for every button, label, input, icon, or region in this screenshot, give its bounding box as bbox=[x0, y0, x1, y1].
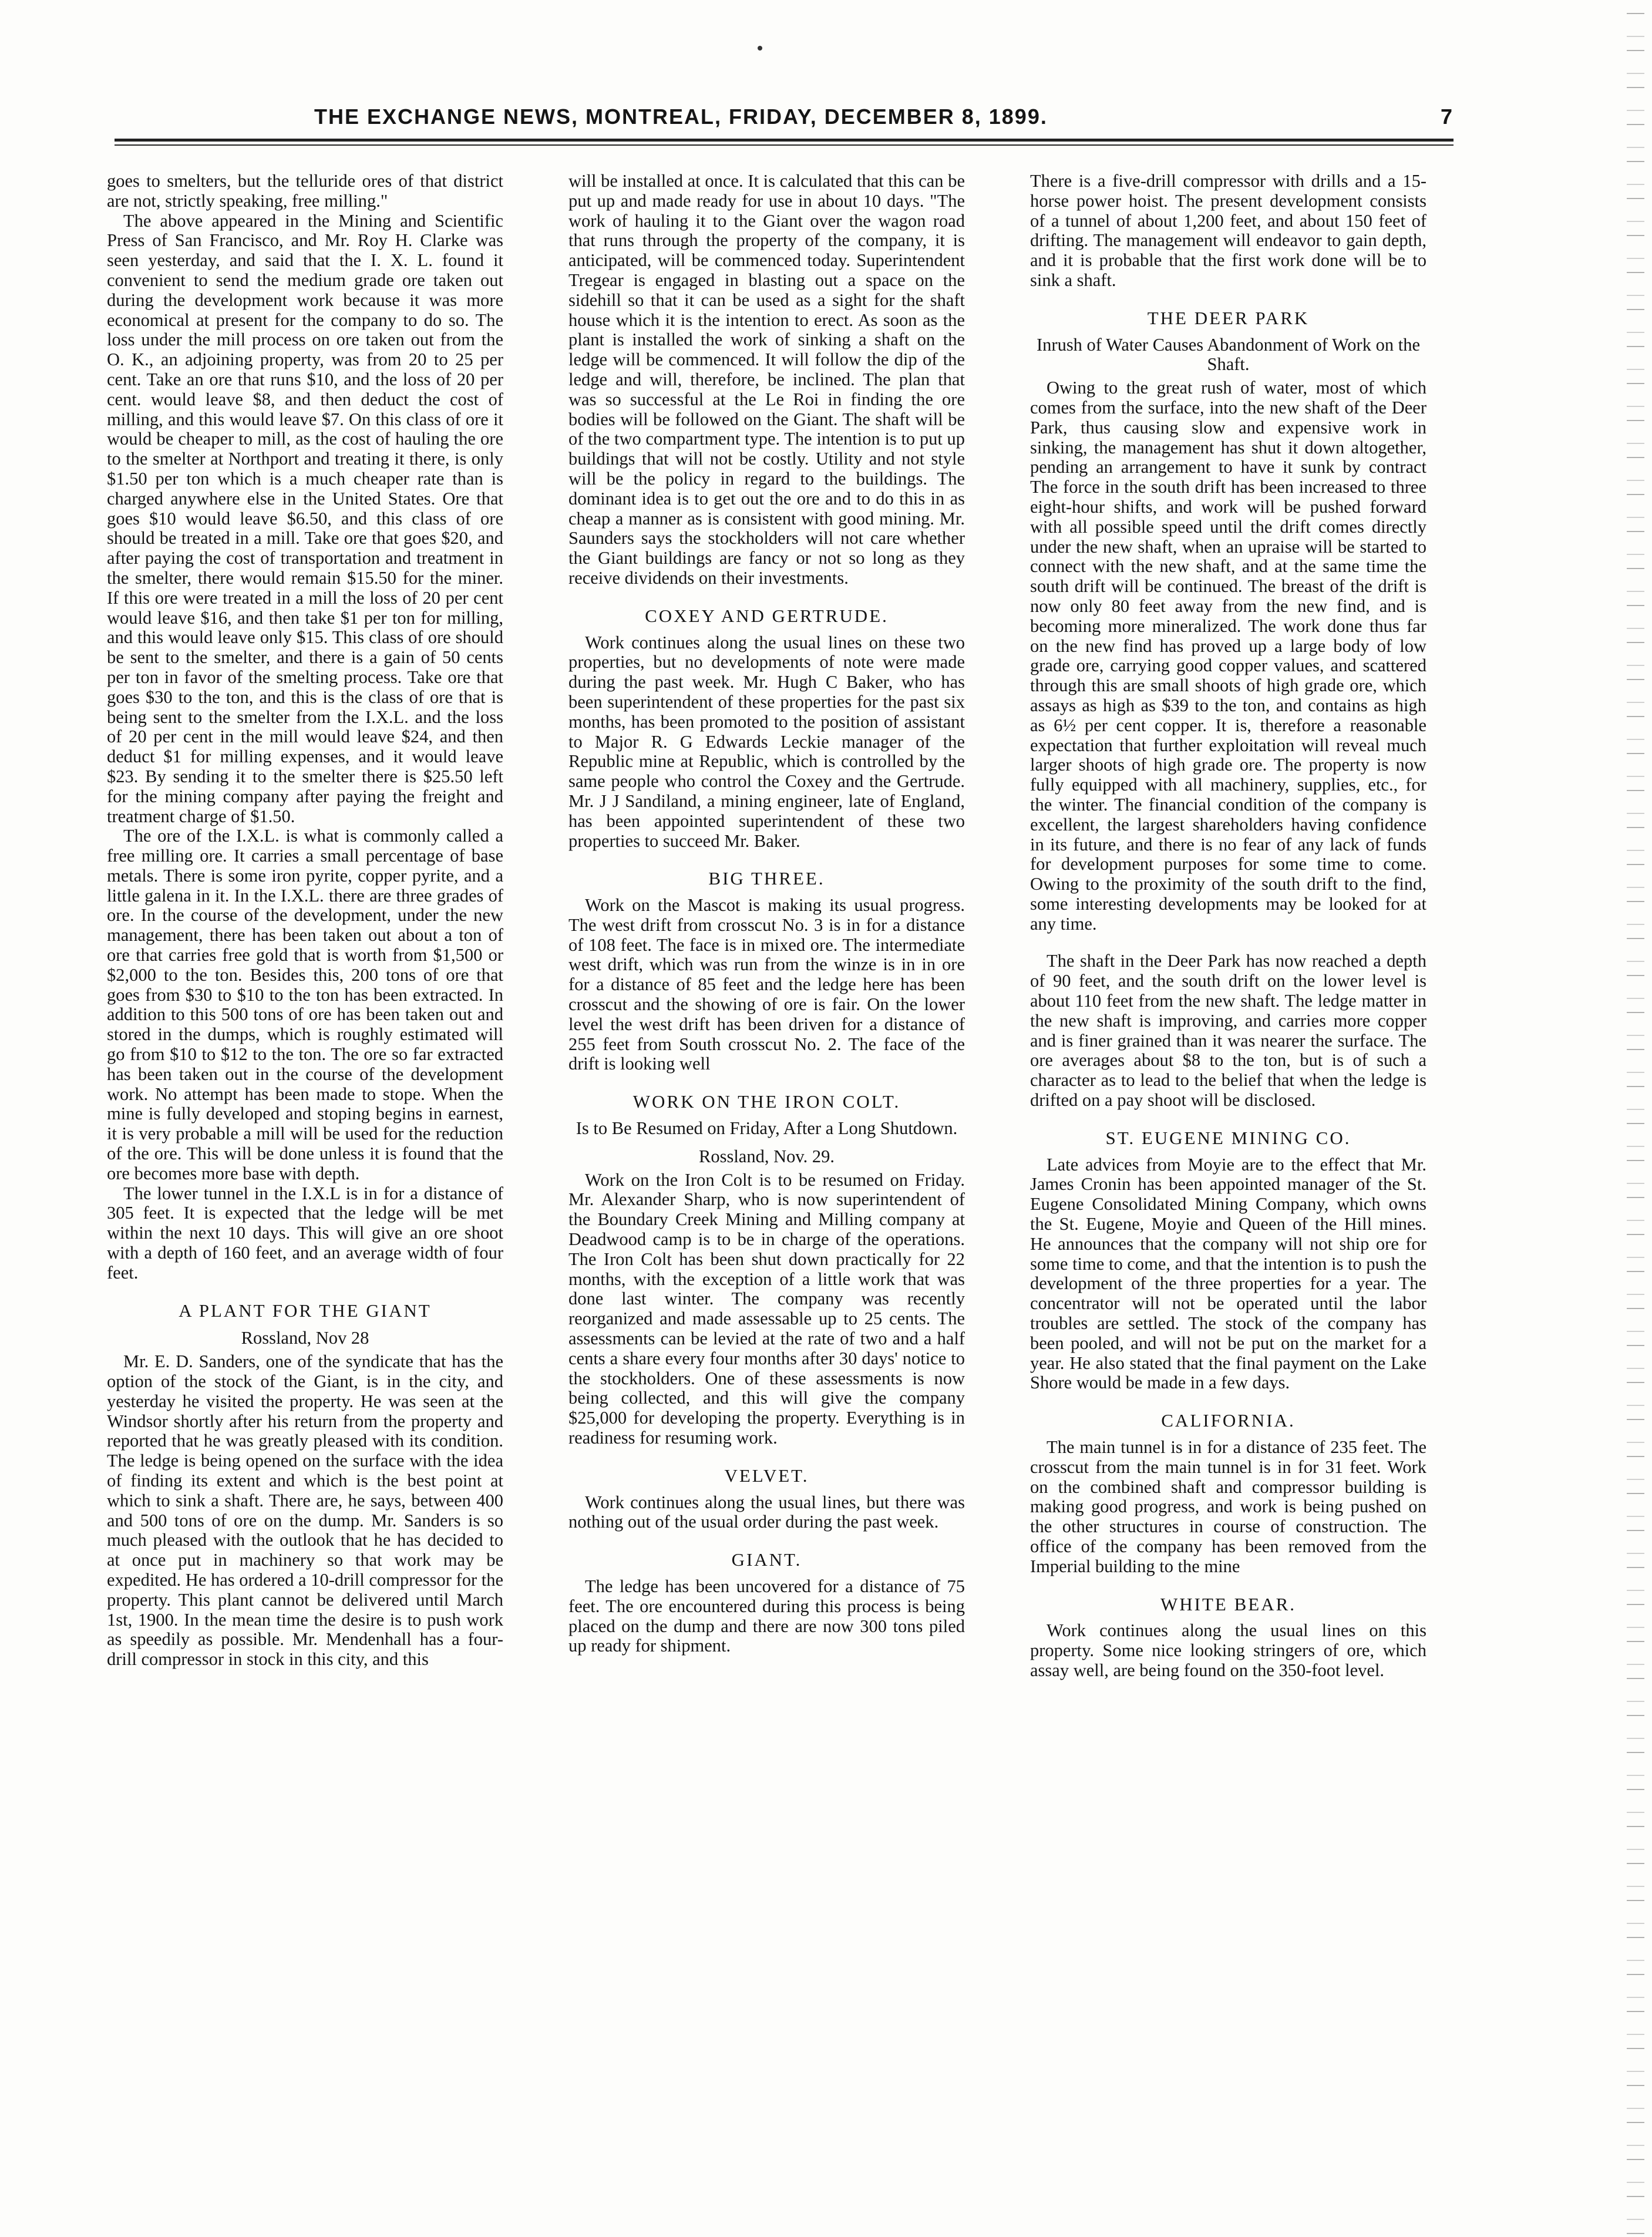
article-paragraph: There is a five-drill compressor with drills and a 15-horse power hoist. The present development consists of a tunnel of about 1,200 feet, and about 150 feet of drifting. The management will endeavor to gain depth, and it is probable that the first work done will be to sink a shaft. bbox=[1030, 171, 1426, 290]
masthead-title: THE EXCHANGE NEWS, MONTREAL, FRIDAY, DECEMBER 8, 1899. bbox=[314, 105, 1048, 129]
article-paragraph: Work on the Mascot is making its usual progress. The west drift from crosscut No. 3 is in for a distance of 108 feet. The face is in mixed ore. The intermediate west drift, which was run from the winze is in in ore for a distance of 85 feet and the ledge here has been crosscut and the showing of ore is fair. On the lower level the west drift has been driven for a distance of 255 feet from South crosscut No. 2. The face of the drift is looking well bbox=[568, 895, 965, 1074]
headline-velvet: VELVET. bbox=[724, 1465, 809, 1486]
article-paragraph: will be installed at once. It is calculated that this can be put up and made ready for use in about 10 days. "The work of hauling it to the Giant over the wagon road that runs through the property of the company, it is anticipated, will be commenced today. Superintendent Tregear is engaged in blasting out a space on the sidehill so that it can be used as a sight for the shaft house which it is the intention to erect. As soon as the plant is installed the work of sinking a shaft on the ledge will be commenced. It will follow the dip of the ledge and will, therefore, be inclined. The plan that was so successful at the Le Roi in finding the ore bodies will be followed on the Giant. The shaft will be of the two compartment type. The intention is to put up buildings that will not be costly. Utility and not style will be the policy in regard to the buildings. The dominant idea is to get out the ore and to do this in as cheap a manner as is consistent with good mining. Mr. Saunders says the stockholders will not care whether the Giant buildings are fancy or not so long as they receive dividends on their investments. bbox=[568, 171, 965, 588]
article-paragraph: goes to smelters, but the telluride ores of that district are not, strictly speaking, free milling." bbox=[107, 171, 503, 211]
header-rule-thick bbox=[115, 139, 1454, 142]
article-paragraph: The lower tunnel in the I.X.L is in for a distance of 305 feet. It is expected that the ledge will be met within the next 10 days. This will give an ore shoot with a depth of 160 feet, and an average width of four feet. bbox=[107, 1183, 503, 1283]
headline-big-three: BIG THREE. bbox=[708, 868, 825, 889]
article-paragraph: Work continues along the usual lines, but there was nothing out of the usual order during the past week. bbox=[568, 1492, 965, 1532]
article-paragraph: The ledge has been uncovered for a distance of 75 feet. The ore encountered during this process is being placed on the dump and there are now 300 tons piled up ready for shipment. bbox=[568, 1576, 965, 1656]
article-paragraph: Work continues along the usual lines on these two properties, but no developments of note were made during the past week. Mr. Hugh C Baker, who has been superintendent of these properties for the past six months, has been promoted to the position of assistant to Major R. G Edwards Leckie manager of the Republic mine at Republic, which is controlled by the same people who control the Coxey and the Gertrude. Mr. J J Sandiland, a mining engineer, late of England, has been appointed superintendent of these two properties to succeed Mr. Baker. bbox=[568, 632, 965, 851]
article-paragraph: The shaft in the Deer Park has now reached a depth of 90 feet, and the south drift on the lower level is about 110 feet from the new shaft. The ledge matter in the new shaft is improving, and carries more copper and is finer grained than it was nearer the surface. The ore averages about $8 to the ton, but is of such a character as to lead to the belief that when the ledge is drifted on a pay shoot will be disclosed. bbox=[1030, 951, 1426, 1111]
column-1 bbox=[107, 171, 503, 1670]
dateline: Rossland, Nov 28 bbox=[241, 1328, 369, 1348]
subheadline: Inrush of Water Causes Abandonment of Work on the Shaft. bbox=[1037, 334, 1420, 375]
article-paragraph: The above appeared in the Mining and Scientific Press of San Francisco, and Mr. Roy H. Clarke was seen yesterday, and said that the I. X. L. found it convenient to send the medium grade ore taken out during the development work because it was more economical at present for the company to do so. The loss under the mill process on ore taken out from the O. K., an adjoining property, was from 20 to 25 per cent. Take an ore that runs $10, and the loss of 20 per cent. would leave $8, and then deduct the cost of milling, and this would leave $7. On this class of ore it would be cheaper to mill, as the cost of hauling the ore to the smelter at Northport and treating it there, is only $1.50 per ton which is a much cheaper rate than is charged anywhere else in the United States. Ore that goes $10 would leave $6.50, and this class of ore should be treated in a mill. Take ore that goes $20, and after paying the cost of transportation and treatment in the smelter, there would remain $15.50 for the miner. If this ore were treated in a mill the loss of 20 per cent would leave $16, and then take $1 per ton for milling, and this would leave only $15. This class of ore should be sent to the smelter, and there is a gain of 50 cents per ton in favor of the smelting process. Take ore that goes $30 to the ton, and this is the class of ore that is being sent to the smelter from the I.X.L. and the loss of 20 per cent in the mill would leave $24, and then deduct $1 for milling expenses, and it would leave $23. By sending it to the smelter there is $25.50 left for the mining company after paying the freight and treatment charge of $1.50. bbox=[107, 210, 503, 826]
article-paragraph: Late advices from Moyie are to the effect that Mr. James Cronin has been appointed manager of the St. Eugene Consolidated Mining Company, which owns the St. Eugene, Moyie and Queen of the Hill mines. He announces that the company will not ship ore for some time to come, and that the intention is to push the development of the three properties for a year. The concentrator will not be operated until the labor troubles are settled. The stock of the company has been pooled, and will not be put on the market for a year. He also stated that the final payment on the Lake Shore would be made in a few days. bbox=[1030, 1154, 1426, 1393]
header-rule-thin bbox=[115, 144, 1454, 146]
headline-california: CALIFORNIA. bbox=[1161, 1410, 1296, 1431]
headline-giant: GIANT. bbox=[731, 1549, 802, 1570]
column-3 bbox=[1030, 171, 1426, 1681]
subheadline: Is to Be Resumed on Friday, After a Long Shutdown. bbox=[576, 1118, 958, 1139]
headline-st-eugene-mining: ST. EUGENE MINING CO. bbox=[1105, 1127, 1351, 1148]
article-paragraph: Owing to the great rush of water, most of which comes from the surface, into the new shaft of the Deer Park, thus causing slow and expensive work in sinking, the management has shut it down altogether, pending an arrangement to have it sunk by contract The force in the south drift has been increased to three eight-hour shifts, and work will be pushed forward with all possible speed until the drift comes directly under the new shaft, when an upraise will be started to connect with the new shaft, and at the same time the south drift will be continued. The breast of the drift is now only 80 feet away from the new find, and is becoming more mineralized. The work done thus far on the new find has proved up a large body of low grade ore, carrying good copper values, and scattered through this are small shoots of high grade ore, which assays as high as $39 to the ton, and contains as high as 6½ per cent copper. It is, therefore a reasonable expectation that further exploitation will reveal much larger shoots of high grade ore. The property is now fully equipped with all machinery, supplies, etc., for the winter. The financial condition of the company is excellent, the largest shareholders having confidence in its future, and there is no fear of any lack of funds for development purposes for some time to come. Owing to the proximity of the south drift to the find, some interesting developments may be looked for at any time. bbox=[1030, 378, 1426, 934]
scan-edge-artifact bbox=[1627, 0, 1644, 2237]
article-paragraph: Work continues along the usual lines on this property. Some nice looking stringers of ore, which assay well, are being found on the 350-foot level. bbox=[1030, 1620, 1426, 1680]
paragraph-gap bbox=[1030, 934, 1426, 951]
article-paragraph: The ore of the I.X.L. is what is commonly called a free milling ore. It carries a small percentage of base metals. There is some iron pyrite, copper pyrite, and a little galena in it. In the I.X.L. there are three grades of ore. In the course of the development, under the new management, there has been taken out about a ton of ore that carries free gold that is worth from $1,500 or $2,000 to the ton. Besides this, 200 tons of ore that goes from $30 to $10 to the ton has been extracted. In addition to this 500 tons of ore has been taken out and stored in the dumps, which is roughly estimated will go from $10 to $12 to the ton. The ore so far extracted has been taken out in the course of the development work. No attempt has been made to stope. When the mine is fully developed and stoping begins in earnest, it is very probable a mill will be used for the reduction of the ore. This will be done unless it is found that the ore becomes more base with depth. bbox=[107, 826, 503, 1183]
headline-white-bear: WHITE BEAR. bbox=[1160, 1593, 1297, 1614]
print-speck bbox=[758, 46, 762, 51]
headline-plant-for-the-giant: A PLANT FOR THE GIANT bbox=[179, 1300, 432, 1321]
article-paragraph: The main tunnel is in for a distance of 235 feet. The crosscut from the main tunnel is in for 31 feet. Work on the combined shaft and compressor building is making good progress, and work is being pushed on the other structures in course of construction. The office of the company has been removed from the Imperial building to the mine bbox=[1030, 1437, 1426, 1576]
column-2 bbox=[568, 171, 965, 1656]
page-number: 7 bbox=[1440, 105, 1454, 129]
headline-deer-park: THE DEER PARK bbox=[1147, 307, 1310, 328]
article-paragraph: Mr. E. D. Sanders, one of the syndicate that has the option of the stock of the Giant, is in the city, and yesterday he visited the property. He was seen at the Windsor shortly after his return from the property and reported that he was greatly pleased with its condition. The ledge is being opened on the surface with the idea of finding its extent and which is the best point at which to sink a shaft. There are, he says, between 400 and 500 tons of ore on the dump. Mr. Sanders is so much pleased with the outlook that he has decided to at once put in machinery so that work may be expedited. He has ordered a 10-drill compressor for the property. This plant cannot be delivered until March 1st, 1900. In the mean time the desire is to push work as speedily as possible. Mr. Mendenhall has a four-drill compressor in stock in this city, and this bbox=[107, 1351, 503, 1670]
article-paragraph: Work on the Iron Colt is to be resumed on Friday. Mr. Alexander Sharp, who is now superintendent of the Boundary Creek Mining and Milling company at Deadwood camp is to be in charge of the operations. The Iron Colt has been shut down practically for 22 months, with the exception of a little work that was done last winter. The company was recently reorganized and made assessable up to 25 cents. The assessments can be levied at the rate of two and a half cents a share every four months after 30 days' notice to the stockholders. One of these assessments is now being collected, and this will give the company $25,000 for developing the property. Everything is in readiness for resuming work. bbox=[568, 1169, 965, 1448]
masthead bbox=[115, 100, 1454, 135]
headline-coxey-and-gertrude: COXEY AND GERTRUDE. bbox=[645, 605, 889, 626]
dateline: Rossland, Nov. 29. bbox=[698, 1146, 835, 1166]
headline-work-on-iron-colt: WORK ON THE IRON COLT. bbox=[632, 1091, 901, 1112]
